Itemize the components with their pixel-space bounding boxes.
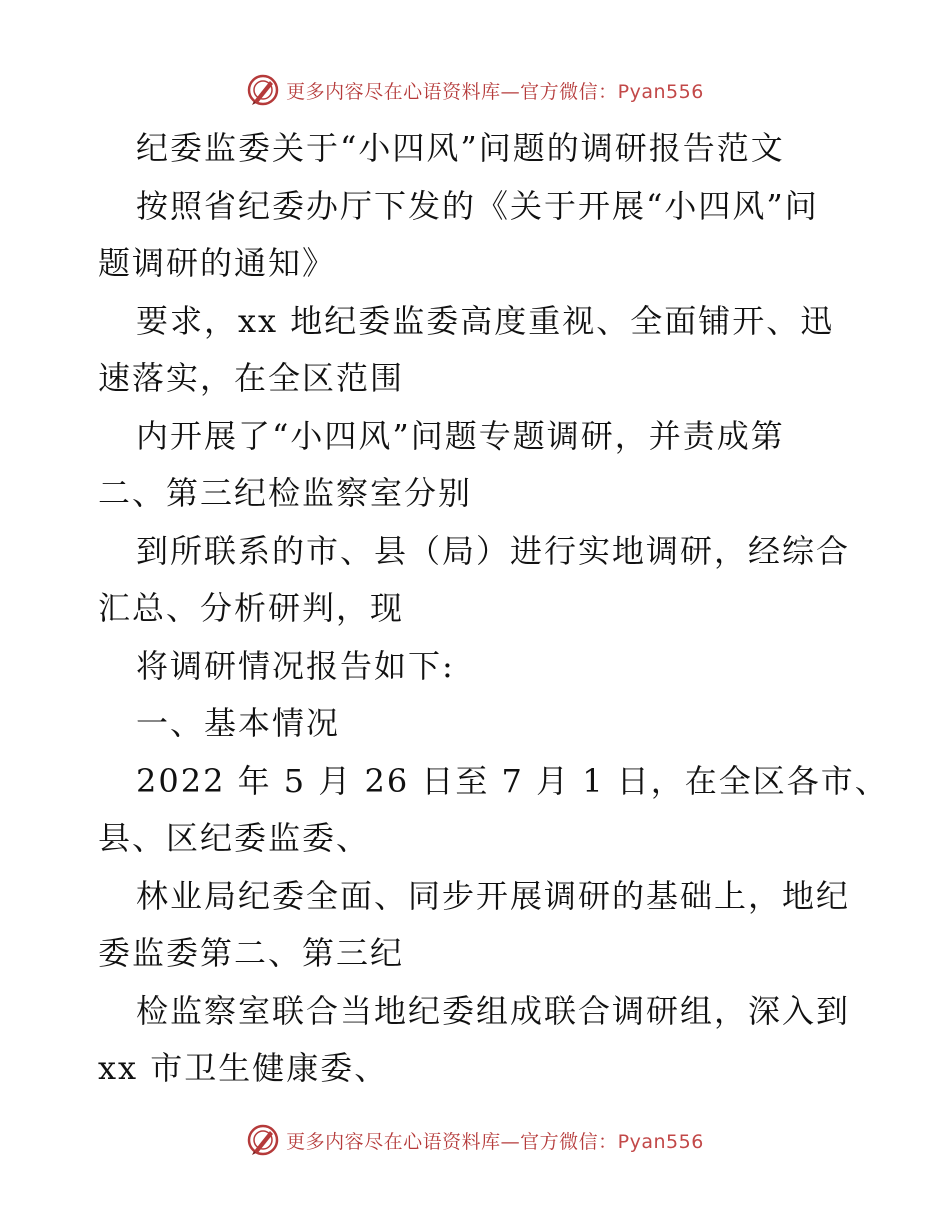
footer-watermark-banner xyxy=(0,1120,950,1160)
paragraph-line: 内开展了“小四风”问题专题调研，并责成第 xyxy=(136,416,785,455)
paragraph-line: 林业局纪委全面、同步开展调研的基础上，地纪 xyxy=(136,876,851,915)
document-body xyxy=(98,120,889,1098)
pen-logo-icon xyxy=(246,73,280,107)
paragraph-line: 检监察室联合当地纪委组成联合调研组，深入到 xyxy=(136,991,851,1030)
paragraph-line: 汇总、分析研判，现 xyxy=(98,589,405,627)
paragraph-line: 到所联系的市、县（局）进行实地调研，经综合 xyxy=(136,531,851,570)
document-title: 纪委监委关于“小四风”问题的调研报告范文 xyxy=(136,129,785,167)
paragraph-line: 县、区纪委监委、 xyxy=(98,819,371,857)
paragraph-line: 委监委第二、第三纪 xyxy=(98,934,405,972)
paragraph-line: 按照省纪委办厅下发的《关于开展“小四风”问 xyxy=(136,186,819,225)
paragraph-line: 要求，xx 地纪委监委高度重视、全面铺开、迅 xyxy=(136,301,835,340)
paragraph-line: 速落实，在全区范围 xyxy=(98,359,405,397)
paragraph-line: xx 市卫生健康委、 xyxy=(98,1049,389,1087)
paragraph-line: 将调研情况报告如下: xyxy=(136,646,455,685)
banner-handle: Pyan556 xyxy=(617,80,704,103)
section-heading: 一、基本情况 xyxy=(136,704,341,742)
banner-text: 更多内容尽在心语资料库—官方微信： xyxy=(286,1130,618,1153)
banner-text: 更多内容尽在心语资料库—官方微信： xyxy=(286,80,618,103)
banner-handle: Pyan556 xyxy=(617,1130,704,1153)
header-watermark-banner xyxy=(0,70,950,110)
paragraph-line: 题调研的通知》 xyxy=(98,244,337,282)
paragraph-line: 二、第三纪检监察室分别 xyxy=(98,474,473,512)
paragraph-line: 2022 年 5 月 26 日至 7 月 1 日，在全区各市、 xyxy=(136,761,889,800)
pen-logo-icon xyxy=(246,1123,280,1157)
